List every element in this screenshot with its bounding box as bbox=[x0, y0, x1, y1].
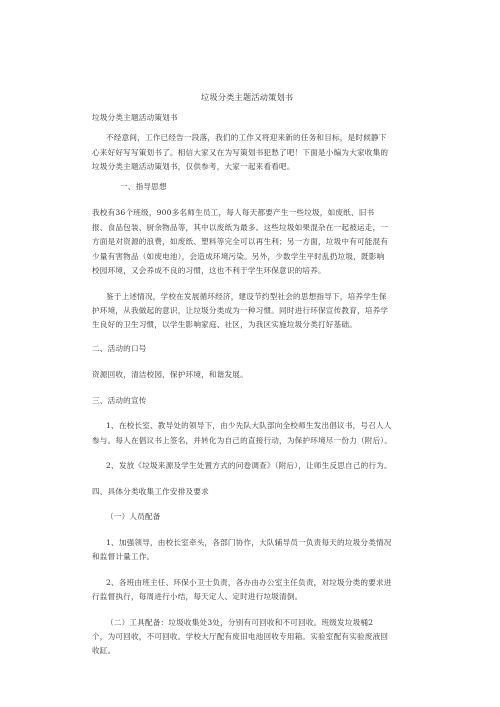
guiding-p1-line-2: 报、食品包装、厨余物品等，其中以废纸为最多。这些垃圾如果混杂在一起被运走，一 bbox=[92, 223, 389, 232]
heading-guiding: 一、指导思想 bbox=[120, 182, 167, 191]
staff-p1-line-2: 和监督计量工作。 bbox=[92, 552, 155, 561]
staff-p1-line-1: 1、加强领导，由校长室牵头，各部门协作，大队辅导员一负责每天的垃圾分类情况 bbox=[106, 538, 392, 547]
heading-slogan: 二、活动的口号 bbox=[92, 344, 147, 353]
tools-line-1: （二）工具配备：垃圾收集处3处，分别有可回收和不可回收。班级发垃圾桶2 bbox=[106, 618, 374, 627]
slogan-text: 资源回收，清洁校园，保护环境，和谐发展。 bbox=[92, 370, 248, 379]
guiding-p1-line-1: 我校有36个班级，900多名师生员工，每人每天都要产生一些垃圾，如废纸、旧书 bbox=[92, 208, 375, 217]
promo-p1-line-2: 参与。每人在倡议书上签名，并转化为自己的直接行动，为保护环境尽一份力（附后）。 bbox=[92, 436, 393, 445]
intro-line-2: 心来好好写写策划书了。相信大家又在为写策划书犯愁了吧！下面是小编为大家收集的 bbox=[92, 148, 389, 157]
heading-staff: （一）人员配备 bbox=[106, 512, 161, 521]
guiding-p1-line-3: 方面是对资源的浪费，如废纸、塑料等完全可以再生利；另一方面，垃圾中有可能混有 bbox=[92, 237, 389, 246]
guiding-p2-line-2: 护环境，从我做起的意识，让垃圾分类成为一种习惯。同时进行环保宣传教育，培养学 bbox=[92, 306, 389, 315]
tools-line-3: 收缸。 bbox=[92, 646, 116, 655]
staff-p2-line-1: 2、各班由班主任、环保小卫士负责，各办由办公室主任负责，对垃圾分类的要求进 bbox=[106, 578, 392, 587]
tools-line-2: 个，为可回收，不可回收。学校大厅配有废旧电池回收专用箱。实验室配有实验废液回 bbox=[92, 632, 389, 641]
guiding-p1-line-5: 校园环境，又会养成不良的习惯，这也不利于学生环保意识的培养。 bbox=[92, 266, 326, 275]
intro-line-3: 垃圾分类主题活动策划书，仅供参考，大家一起来看看吧。 bbox=[92, 162, 295, 171]
promo-p1-line-1: 1、在校长室、教导处的领导下，由少先队大队部向全校师生发出倡议书，号召人人 bbox=[106, 421, 392, 430]
guiding-p2-line-1: 鉴于上述情况，学校在发展循环经济，建设节约型社会的思想指导下，培养学生保 bbox=[106, 292, 387, 301]
guiding-p2-line-3: 生良好的卫生习惯，以学生影响家庭、社区，为我区实施垃圾分类打好基础。 bbox=[92, 320, 357, 329]
heading-arrange: 四、具体分类收集工作安排及要求 bbox=[92, 487, 209, 496]
promo-p2: 2、发放《垃圾来源及学生处置方式的问卷调查》（附后），让师生反思自己的行为。 bbox=[106, 461, 392, 470]
heading-promo: 三、活动的宣传 bbox=[92, 396, 147, 405]
guiding-p1-line-4: 少量有害物品（如废电池），会造成环境污染。另外，少数学生平时乱扔垃圾，既影响 bbox=[92, 252, 385, 261]
document-subtitle: 垃圾分类主题活动策划书 bbox=[92, 113, 178, 122]
staff-p2-line-2: 行监督执行，每周进行小结，每天定人、定时进行垃圾清倒。 bbox=[92, 592, 303, 601]
intro-line-1: 不经意间，工作已经告一段落，我们的工作又将迎来新的任务和目标，是时候静下 bbox=[106, 133, 387, 142]
document-title: 垃圾分类主题活动策划书 bbox=[201, 92, 294, 102]
